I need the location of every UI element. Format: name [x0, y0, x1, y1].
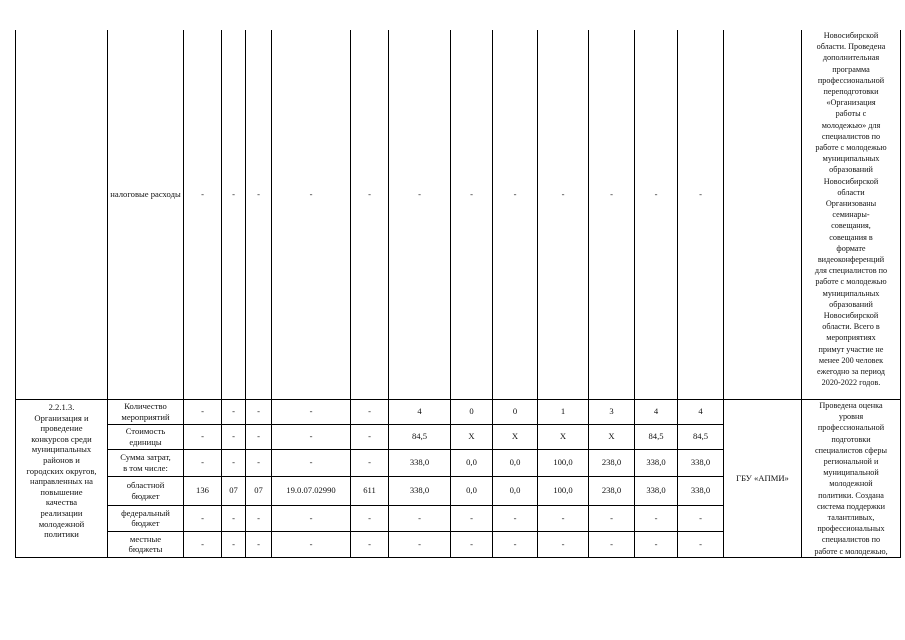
table-cell: -: [470, 189, 473, 200]
table-cell: X: [608, 431, 615, 442]
table-cell: -: [257, 406, 260, 417]
table-cell: -: [610, 538, 613, 549]
section-title: 2.2.1.3. Организация и проведение конкурсов среди муниципальных районов и городских округов, направленных на повышение качества реализации молодежной политики: [26, 402, 97, 540]
table-cell: 0,0: [509, 485, 521, 496]
table-cell: -: [699, 538, 702, 549]
table-cell: -: [257, 431, 260, 442]
table-cell: 19.0.07.02990: [286, 485, 336, 496]
table-cell: -: [368, 512, 371, 523]
table-cell: -: [654, 189, 658, 200]
result-description: Новосибирской области. Проведена дополнительная программа профессиональной переподготовки «Организация работы с молодежью» для специалистов по работе с молодежью муниципальных образований Новосибирской области Организованы семинары- совещания, совещания в формате видеоконференций для специалистов по работе с молодежью муниципальных образований Новосибирской области. Всего в мероприятиях примут участие не менее 200 человек ежегодно за период 2020-2022 годов.: [814, 31, 888, 388]
table-cell: 4: [417, 406, 422, 417]
table-cell: 07: [254, 485, 263, 496]
table-cell: -: [561, 189, 565, 200]
table-cell: -: [610, 189, 613, 200]
table-cell: -: [232, 457, 235, 468]
row-label: Количество мероприятий: [121, 401, 170, 422]
table-cell: -: [470, 538, 473, 549]
table-cell: 0,0: [509, 457, 521, 468]
table-cell: X: [511, 431, 519, 442]
table-cell: 338,0: [409, 485, 430, 496]
table-cell: -: [309, 431, 313, 442]
table-cell: 84,5: [648, 431, 664, 442]
table-cell: -: [201, 538, 204, 549]
table-cell: 136: [196, 485, 209, 496]
table-cell: -: [309, 406, 313, 417]
table-cell: -: [232, 512, 235, 523]
table-cell: -: [201, 431, 204, 442]
table-cell: -: [654, 538, 658, 549]
table-cell: 611: [363, 485, 376, 496]
table-cell: 238,0: [601, 485, 622, 496]
table-cell: 0: [512, 406, 518, 417]
table-cell: -: [513, 512, 517, 523]
row-label: налоговые расходы: [110, 189, 181, 200]
result-description: Проведена оценка уровня профессиональной подготовки специалистов сферы региональной и муниципальной молодежной политики. Создана система поддержки талантливых, профессиональных специалистов по работе с молодежью,: [814, 401, 888, 556]
table-cell: -: [232, 431, 235, 442]
table-cell: -: [257, 457, 260, 468]
table-cell: -: [257, 512, 260, 523]
grid-line: [900, 30, 901, 558]
table-cell: -: [309, 189, 313, 200]
row-label: Стоимость единицы: [125, 426, 166, 447]
table-cell: -: [654, 512, 658, 523]
table-cell: -: [309, 512, 313, 523]
table-cell: -: [368, 457, 371, 468]
table-cell: 0,0: [466, 485, 477, 496]
table-cell: -: [201, 189, 204, 200]
table-cell: -: [257, 538, 260, 549]
row-label: областной бюджет: [126, 480, 165, 501]
table-cell: -: [368, 431, 371, 442]
table-cell: -: [201, 406, 204, 417]
table-cell: -: [470, 512, 473, 523]
table-cell: X: [468, 431, 475, 442]
table-cell: 3: [609, 406, 614, 417]
table-cell: 338,0: [646, 457, 666, 468]
table-cell: 338,0: [409, 457, 430, 468]
table-cell: -: [368, 406, 371, 417]
table-cell: -: [513, 538, 517, 549]
table-cell: -: [201, 457, 204, 468]
table-cell: 338,0: [690, 457, 711, 468]
table-cell: -: [232, 189, 235, 200]
table-cell: -: [610, 512, 613, 523]
table-cell: -: [257, 189, 260, 200]
table-cell: -: [368, 538, 371, 549]
table-cell: -: [309, 538, 313, 549]
table-cell: 1: [560, 406, 566, 417]
table-cell: 4: [698, 406, 703, 417]
table-cell: -: [513, 189, 517, 200]
table-cell: 84,5: [411, 431, 428, 442]
row-label: местные бюджеты: [128, 533, 163, 554]
grid-line: [15, 557, 901, 558]
table-cell: -: [418, 538, 421, 549]
table-cell: -: [418, 189, 421, 200]
table-cell: 338,0: [690, 485, 711, 496]
table-cell: -: [368, 189, 371, 200]
table-cell: -: [309, 457, 313, 468]
table-cell: 07: [229, 485, 238, 496]
executor-name: ГБУ «АПМИ»: [736, 472, 789, 483]
row-label: Сумма затрат, в том числе:: [120, 452, 171, 473]
table-cell: -: [418, 512, 421, 523]
table-cell: 238,0: [601, 457, 622, 468]
table-cell: 0: [469, 406, 474, 417]
table-cell: -: [232, 406, 235, 417]
table-cell: -: [232, 538, 235, 549]
table-cell: 338,0: [646, 485, 666, 496]
table-cell: -: [699, 189, 702, 200]
table-cell: X: [559, 431, 567, 442]
table-cell: -: [699, 512, 702, 523]
row-label: федеральный бюджет: [121, 507, 170, 528]
table-cell: -: [561, 538, 565, 549]
table-cell: 100,0: [553, 457, 573, 468]
table-cell: 100,0: [553, 485, 573, 496]
table-cell: 4: [653, 406, 659, 417]
table-cell: 84,5: [692, 431, 709, 442]
table-cell: -: [561, 512, 565, 523]
table-cell: 0,0: [466, 457, 477, 468]
table-cell: -: [201, 512, 204, 523]
